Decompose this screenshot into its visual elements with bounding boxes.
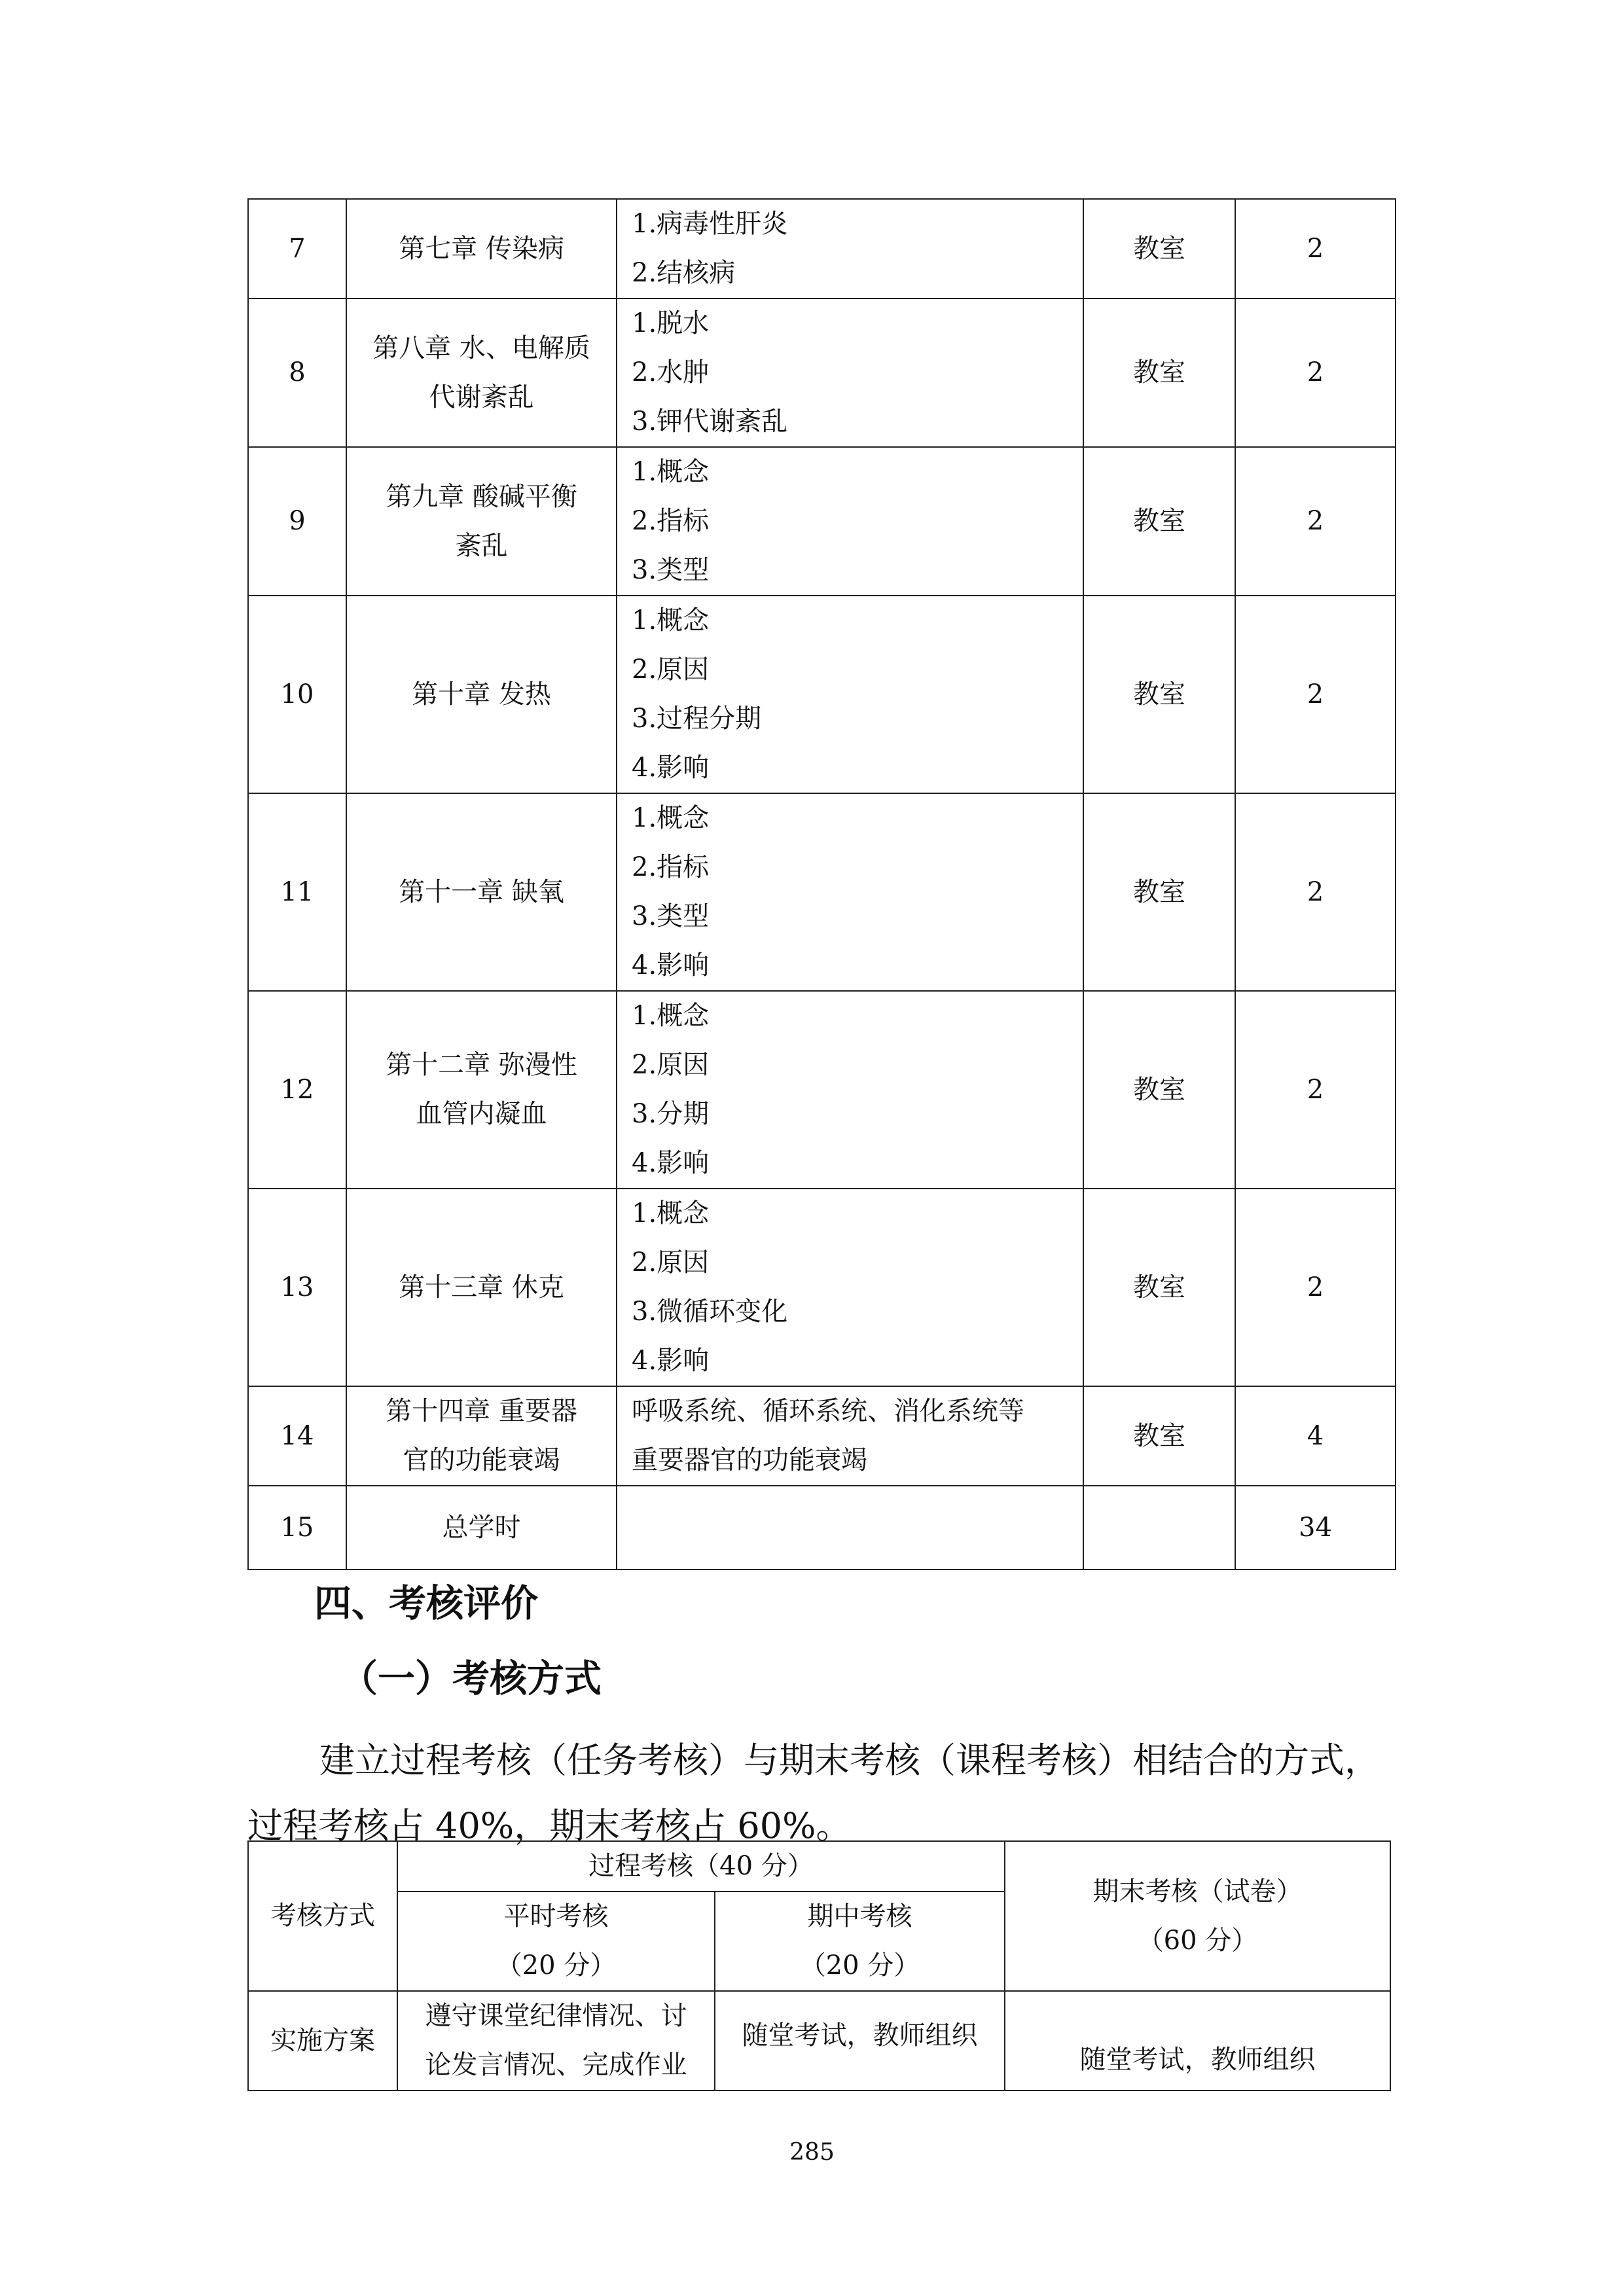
content-cell [617,1386,1083,1486]
usual-label: 平时考核 [503,1901,609,1931]
content-cell [617,298,1083,447]
chapter-line: 第十三章 休克 [399,1272,564,1302]
midterm-score: （20 分） [799,1950,920,1981]
chapter-cell [346,1189,617,1386]
midterm-header [715,1892,1005,1991]
chapter-line: 第十一章 缺氧 [399,876,564,907]
midterm-plan: 随堂考试，教师组织 [715,1991,1005,2090]
content-cell [617,991,1083,1189]
hours-cell: 2 [1235,199,1396,298]
schedule-row [248,1386,1396,1486]
content-item: 4.影响 [632,753,710,783]
chapter-line: 紊乱 [455,530,508,561]
place-cell [1083,1486,1235,1570]
content-item: 2.原因 [632,1050,710,1080]
content-item: 3.微循环变化 [632,1297,788,1327]
hours-cell: 2 [1235,298,1396,447]
chapter-line: 第九章 酸碱平衡 [386,481,577,512]
place-cell: 教室 [1083,1386,1235,1486]
place-cell: 教室 [1083,447,1235,596]
chapter-cell [346,1486,617,1570]
chapter-cell [346,793,617,991]
schedule-row [248,447,1396,596]
usual-score: （20 分） [496,1950,617,1981]
content-item: 3.类型 [632,901,710,931]
content-cell [617,1486,1083,1570]
hours-cell: 2 [1235,991,1396,1189]
final-label: 期末考核（试卷） [1092,1876,1303,1907]
chapter-line: 第十二章 弥漫性 [386,1050,577,1080]
content-item: 3.钾代谢紊乱 [632,406,788,437]
schedule-row [248,298,1396,447]
content-item: 1.概念 [632,1001,710,1031]
hours-cell: 2 [1235,447,1396,596]
midterm-label: 期中考核 [807,1901,912,1931]
content-item: 4.影响 [632,1346,710,1376]
schedule-row [248,793,1396,991]
content-item: 1.病毒性肝炎 [632,209,788,239]
row-number: 15 [248,1486,346,1570]
chapter-line: 总学时 [442,1512,521,1543]
content-item: 1.概念 [632,605,710,636]
content-cell [617,199,1083,298]
hours-cell: 4 [1235,1386,1396,1486]
chapter-line: 血管内凝血 [416,1099,547,1129]
hours-cell: 2 [1235,596,1396,793]
content-item: 2.原因 [632,1247,710,1278]
chapter-line: 代谢紊乱 [429,382,534,412]
content-item: 4.影响 [632,950,710,980]
usual-plan-line: 遵守课堂纪律情况、讨 [425,2001,687,2031]
content-item: 2.指标 [632,852,710,882]
plan-label: 实施方案 [248,1991,397,2090]
place-cell: 教室 [1083,1189,1235,1386]
row-number: 14 [248,1386,346,1486]
usual-plan-line: 论发言情况、完成作业 [425,2050,687,2080]
final-header [1005,1841,1390,1991]
final-score: （60 分） [1137,1925,1258,1956]
content-item: 呼吸系统、循环系统、消化系统等 [632,1396,1024,1426]
content-cell [617,793,1083,991]
chapter-line: 第八章 水、电解质 [372,332,590,363]
schedule-row [248,991,1396,1189]
chapter-cell [346,1386,617,1486]
chapter-cell [346,298,617,447]
place-cell: 教室 [1083,199,1235,298]
content-item: 2.结核病 [632,258,736,288]
page-number: 285 [789,2139,835,2166]
assessment-table [247,1840,1391,2091]
process-header: 过程考核（40 分） [397,1841,1005,1892]
chapter-line: 第十四章 重要器 [386,1396,577,1426]
content-item: 1.概念 [632,457,710,487]
content-item: 1.脱水 [632,308,710,338]
content-cell [617,447,1083,596]
chapter-cell [346,991,617,1189]
usual-plan [397,1991,715,2090]
chapter-line: 第七章 传染病 [399,233,564,264]
hours-cell: 2 [1235,1189,1396,1386]
final-plan: 随堂考试，教师组织 [1005,1991,1390,2090]
row-number: 7 [248,199,346,298]
content-cell [617,1189,1083,1386]
place-cell: 教室 [1083,596,1235,793]
chapter-line: 第十章 发热 [412,679,551,709]
place-cell: 教室 [1083,991,1235,1189]
content-item: 1.概念 [632,803,710,833]
section-title: 四、考核评价 [314,1582,538,1625]
row-number: 10 [248,596,346,793]
subsection-title: （一）考核方式 [340,1657,602,1700]
hours-cell: 2 [1235,793,1396,991]
assessment-paragraph: 建立过程考核（任务考核）与期末考核（课程考核）相结合的方式，过程考核占 40%，期末考核占 60%。 [247,1740,1380,1846]
content-item: 1.概念 [632,1198,710,1229]
row-number: 8 [248,298,346,447]
row-number: 9 [248,447,346,596]
content-item: 4.影响 [632,1148,710,1178]
content-item: 2.水肿 [632,357,710,387]
row-number: 12 [248,991,346,1189]
schedule-row [248,199,1396,298]
content-item: 3.过程分期 [632,704,762,734]
content-item: 3.分期 [632,1099,710,1129]
place-cell: 教室 [1083,793,1235,991]
content-item: 3.类型 [632,555,710,585]
chapter-cell [346,199,617,298]
usual-header [397,1892,715,1991]
row-number: 11 [248,793,346,991]
place-cell: 教室 [1083,298,1235,447]
schedule-row [248,1486,1396,1570]
schedule-table [247,198,1396,1570]
chapter-cell [346,447,617,596]
content-item: 2.原因 [632,655,710,685]
chapter-cell [346,596,617,793]
content-cell [617,596,1083,793]
schedule-row [248,1189,1396,1386]
row-number: 13 [248,1189,346,1386]
schedule-row [248,596,1396,793]
method-header: 考核方式 [248,1841,397,1991]
content-item: 2.指标 [632,506,710,536]
content-item: 重要器官的功能衰竭 [632,1445,867,1475]
chapter-line: 官的功能衰竭 [403,1445,560,1475]
hours-cell: 34 [1235,1486,1396,1570]
